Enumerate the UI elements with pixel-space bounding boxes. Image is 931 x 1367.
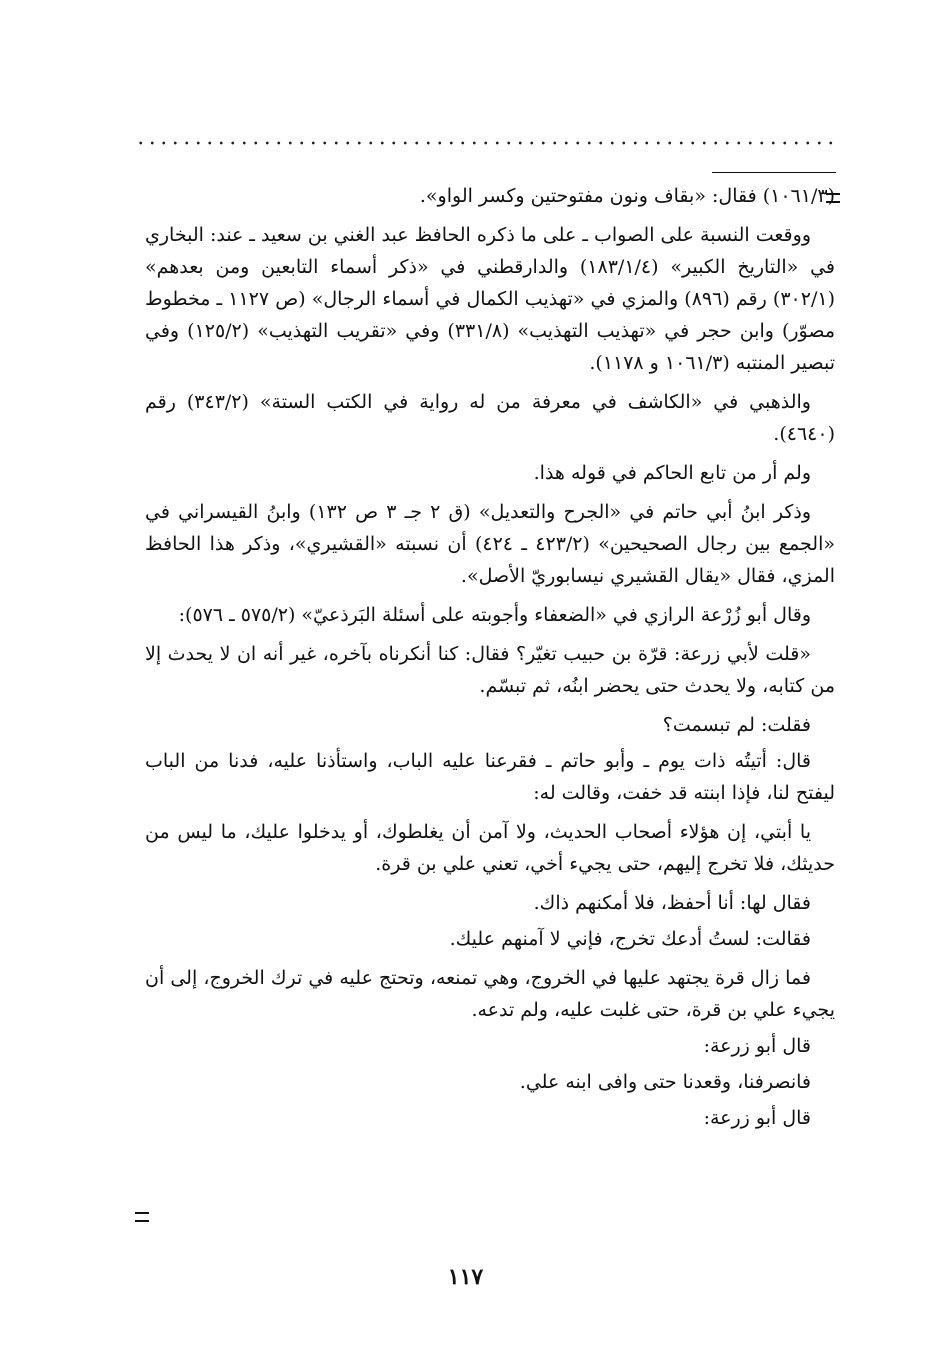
paragraph-abu-zura-intro: وقال أبو زُرْعة الرازي في «الضعفاء وأجوبته على أسئلة البَرذعيّ» (٥٧٥/٢ ـ ٥٧٦):: [178, 604, 811, 626]
paragraph-question: فقلت: لم تبسمت؟: [662, 714, 811, 736]
paragraph-daughter-speech: يا أبتي، إن هؤلاء أصحاب الحديث، ولا آمن أن يغلطوك، أو يدخلوا عليك، ما ليس من حديثك، فلا تخرج إليهم، حتى يجيء أخي، تعني علي بن قرة.: [145, 821, 835, 875]
paragraph-father-reply: فقال لها: أنا أحفظ، فلا أمكنهم ذاك.: [533, 892, 811, 914]
top-dotted-border: [135, 138, 835, 148]
footnote-text: [145, 180, 835, 1138]
paragraph-hakim: ولم أر من تابع الحاكم في قوله هذا.: [533, 462, 811, 484]
paragraph-dhahabi: والذهبي في «الكاشف في معرفة من له رواية في الكتب الستة» (٣٤٣/٢) رقم (٤٦٤٠).: [145, 391, 835, 445]
paragraph-ibn-abi-hatim: وذكر ابنُ أبي حاتم في «الجرح والتعديل» (ق ٢ جـ ٣ ص ١٣٢) وابنُ القيسراني في «الجمع بين رجال الصحيحين» (٤٢٣/٢ ـ ٤٢٤) أن نسبته «القشيري»، وذكر هذا الحافظ المزي، فقال «يقال القشيري نيسابوريّ الأصل».: [145, 501, 835, 587]
paragraph-outcome: فما زال قرة يجتهد عليها في الخروج، وهي تمنعه، وتحتج عليه في ترك الخروج، إلى أن يجيء علي بن قرة، حتى غلبت عليه، ولم تدعه.: [145, 967, 835, 1021]
paragraph-quote-start: «قلت لأبي زرعة: قرّة بن حبيب تغيّر؟ فقال: كنا أنكرناه بآخره، غير أنه ان لا يحدث إلا من كتابه، ولا يحدث حتى يحضر ابنُه، ثم تبسّم.: [145, 643, 835, 697]
paragraph-departure: فانصرفنا، وقعدنا حتى وافى ابنه علي.: [519, 1071, 811, 1093]
footnote-separator-rule: [712, 172, 836, 173]
paragraph-continuation: (١٠٦١/٣) فقال: «بقاف ونون مفتوحتين وكسر الواو».: [419, 185, 835, 207]
paragraph-abu-zura-said-2: قال أبو زرعة:: [703, 1107, 811, 1129]
paragraph-visit: قال: أتيتُه ذات يوم ـ وأبو حاتم ـ فقرعنا عليه الباب، واستأذنا عليه، فدنا من الباب ليفتح لنا، فإذا ابنته قد خفت، وقالت له:: [145, 750, 835, 804]
page-number: ١١٧: [447, 1264, 484, 1290]
paragraph-abu-zura-said-1: قال أبو زرعة:: [703, 1035, 811, 1057]
paragraph-nisba-sources: ووقعت النسبة على الصواب ـ على ما ذكره الحافظ عبد الغني بن سعيد ـ عند: البخاري في «التاريخ الكبير» (١٨٣/١/٤) والدارقطني في «ذكر أسماء التابعين ومن بعدهم» (٣٠٢/١) رقم (٨٩٦) والمزي في «تهذيب الكمال في أسماء الرجال» (ص ١١٢٧ ـ مخطوط مصوّر) وابن حجر في «تهذيب التهذيب» (٣٣١/٨) وفي «تقريب التهذيب» (١٢٥/٢) وفي تبصير المنتبه (١٠٦١/٣ و ١١٧٨).: [145, 224, 836, 374]
paragraph-daughter-reply: فقالت: لستُ أدعك تخرج، فإني لا آمنهم عليك.: [449, 928, 811, 950]
continuation-mark-bottom: [135, 1212, 149, 1222]
